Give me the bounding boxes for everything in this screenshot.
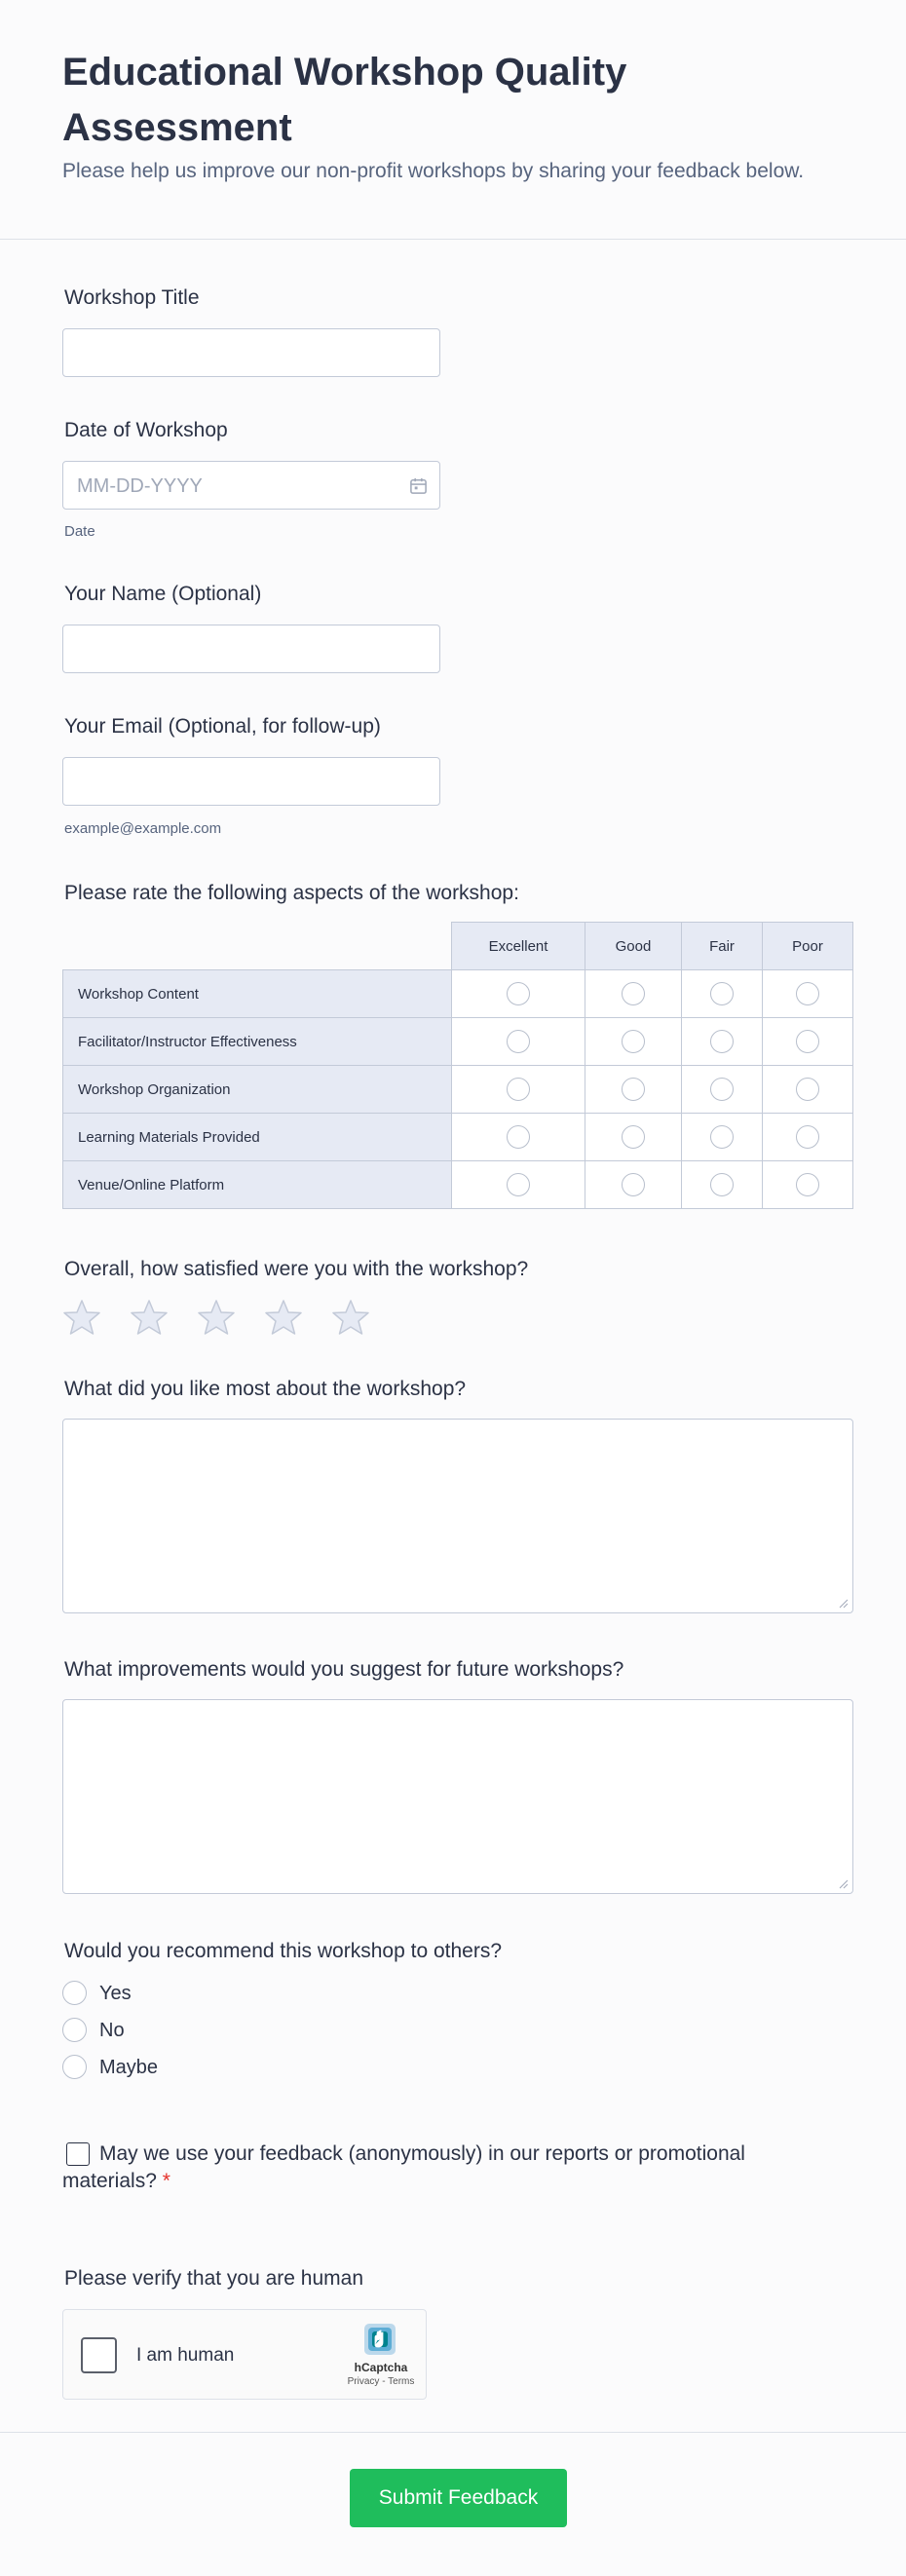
star-icon[interactable] xyxy=(130,1298,169,1337)
matrix-row-label: Learning Materials Provided xyxy=(62,1113,452,1161)
resize-handle-icon[interactable] xyxy=(839,1879,849,1889)
radio-poor[interactable] xyxy=(796,1030,819,1053)
email-label: Your Email (Optional, for follow-up) xyxy=(64,715,381,738)
name-input[interactable] xyxy=(62,625,440,673)
improvements-textarea[interactable] xyxy=(62,1699,853,1894)
radio-maybe[interactable] xyxy=(62,2055,87,2079)
form-header xyxy=(0,0,906,240)
radio-fair[interactable] xyxy=(710,1125,734,1149)
workshop-title-label: Workshop Title xyxy=(64,286,200,309)
date-placeholder: MM-DD-YYYY xyxy=(77,475,203,497)
radio-good[interactable] xyxy=(622,1078,645,1101)
matrix-cell[interactable] xyxy=(681,1017,763,1066)
matrix-cell[interactable] xyxy=(762,1017,853,1066)
radio-poor[interactable] xyxy=(796,982,819,1005)
calendar-icon[interactable] xyxy=(409,476,428,495)
captcha-label: Please verify that you are human xyxy=(64,2267,364,2290)
email-input[interactable] xyxy=(62,757,440,806)
submit-button[interactable]: Submit Feedback xyxy=(350,2469,567,2527)
matrix-cell[interactable] xyxy=(585,969,682,1018)
radio-yes[interactable] xyxy=(62,1981,87,2005)
matrix-row xyxy=(62,969,853,1017)
star-icon[interactable] xyxy=(331,1298,370,1337)
matrix-cell[interactable] xyxy=(451,1065,585,1114)
matrix-col-good: Good xyxy=(585,922,682,970)
matrix-row-label: Workshop Content xyxy=(62,969,452,1018)
radio-good[interactable] xyxy=(622,1030,645,1053)
resize-handle-icon[interactable] xyxy=(839,1599,849,1609)
improvements-label: What improvements would you suggest for future workshops? xyxy=(64,1658,624,1681)
matrix-row-label: Venue/Online Platform xyxy=(62,1160,452,1209)
consent-label xyxy=(62,2140,783,2195)
radio-excellent[interactable] xyxy=(507,1030,530,1053)
matrix-cell[interactable] xyxy=(585,1160,682,1209)
consent-text: May we use your feedback (anonymously) in our reports or promotional materials? xyxy=(62,2142,745,2192)
name-label: Your Name (Optional) xyxy=(64,583,262,605)
hcaptcha-logo-icon xyxy=(360,2320,399,2359)
option-label: Maybe xyxy=(99,2057,159,2078)
captcha-checkbox-label: I am human xyxy=(136,2345,235,2366)
option-label: No xyxy=(99,2020,125,2041)
matrix-cell[interactable] xyxy=(585,1065,682,1114)
recommend-label: Would you recommend this workshop to others? xyxy=(64,1940,502,1962)
radio-good[interactable] xyxy=(622,1125,645,1149)
radio-fair[interactable] xyxy=(710,982,734,1005)
liked-most-label: What did you like most about the workshop? xyxy=(64,1378,467,1400)
required-mark: * xyxy=(162,2170,170,2192)
matrix-cell[interactable] xyxy=(585,1017,682,1066)
matrix-cell[interactable] xyxy=(585,1113,682,1161)
matrix-cell[interactable] xyxy=(762,1065,853,1114)
radio-excellent[interactable] xyxy=(507,1173,530,1196)
radio-no[interactable] xyxy=(62,2018,87,2042)
date-label: Date of Workshop xyxy=(64,419,228,441)
captcha-widget xyxy=(62,2309,427,2400)
radio-poor[interactable] xyxy=(796,1078,819,1101)
matrix-cell[interactable] xyxy=(451,1017,585,1066)
matrix-row xyxy=(62,1160,853,1208)
radio-excellent[interactable] xyxy=(507,1078,530,1101)
form-title: Educational Workshop Quality Assessment xyxy=(62,51,627,149)
radio-fair[interactable] xyxy=(710,1078,734,1101)
matrix-cell[interactable] xyxy=(681,1160,763,1209)
radio-good[interactable] xyxy=(622,982,645,1005)
matrix-col-fair: Fair xyxy=(681,922,763,970)
star-icon[interactable] xyxy=(264,1298,303,1337)
email-sublabel: example@example.com xyxy=(64,820,222,837)
workshop-title-input[interactable] xyxy=(62,328,440,377)
matrix-row-label: Workshop Organization xyxy=(62,1065,452,1114)
liked-most-textarea[interactable] xyxy=(62,1419,853,1613)
matrix-cell[interactable] xyxy=(681,1065,763,1114)
matrix-cell[interactable] xyxy=(451,1113,585,1161)
radio-excellent[interactable] xyxy=(507,1125,530,1149)
date-input[interactable] xyxy=(62,461,440,510)
radio-poor[interactable] xyxy=(796,1173,819,1196)
star-icon[interactable] xyxy=(197,1298,236,1337)
matrix-header-row xyxy=(62,922,853,969)
matrix-row xyxy=(62,1017,853,1065)
matrix-cell[interactable] xyxy=(451,1160,585,1209)
star-icon[interactable] xyxy=(62,1298,101,1337)
matrix-cell[interactable] xyxy=(681,1113,763,1161)
satisfaction-label: Overall, how satisfied were you with the workshop? xyxy=(64,1258,529,1280)
captcha-checkbox[interactable] xyxy=(81,2337,117,2373)
captcha-brand: hCaptcha xyxy=(354,2361,408,2374)
radio-excellent[interactable] xyxy=(507,982,530,1005)
matrix-cell[interactable] xyxy=(451,969,585,1018)
matrix-row-label: Facilitator/Instructor Effectiveness xyxy=(62,1017,452,1066)
matrix-cell[interactable] xyxy=(681,969,763,1018)
form-subtitle: Please help us improve our non-profit workshops by sharing your feedback below. xyxy=(62,160,805,182)
radio-fair[interactable] xyxy=(710,1030,734,1053)
matrix-row xyxy=(62,1113,853,1160)
radio-good[interactable] xyxy=(622,1173,645,1196)
matrix-cell[interactable] xyxy=(762,969,853,1018)
radio-poor[interactable] xyxy=(796,1125,819,1149)
matrix-label: Please rate the following aspects of the workshop: xyxy=(64,882,519,904)
matrix-cell[interactable] xyxy=(762,1113,853,1161)
option-label: Yes xyxy=(99,1983,132,2004)
matrix-col-excellent: Excellent xyxy=(451,922,585,970)
captcha-terms-link[interactable]: Privacy - Terms xyxy=(347,2376,415,2387)
matrix-cell[interactable] xyxy=(762,1160,853,1209)
radio-fair[interactable] xyxy=(710,1173,734,1196)
matrix-col-poor: Poor xyxy=(762,922,853,970)
date-sublabel: Date xyxy=(64,523,95,540)
matrix-row xyxy=(62,1065,853,1113)
